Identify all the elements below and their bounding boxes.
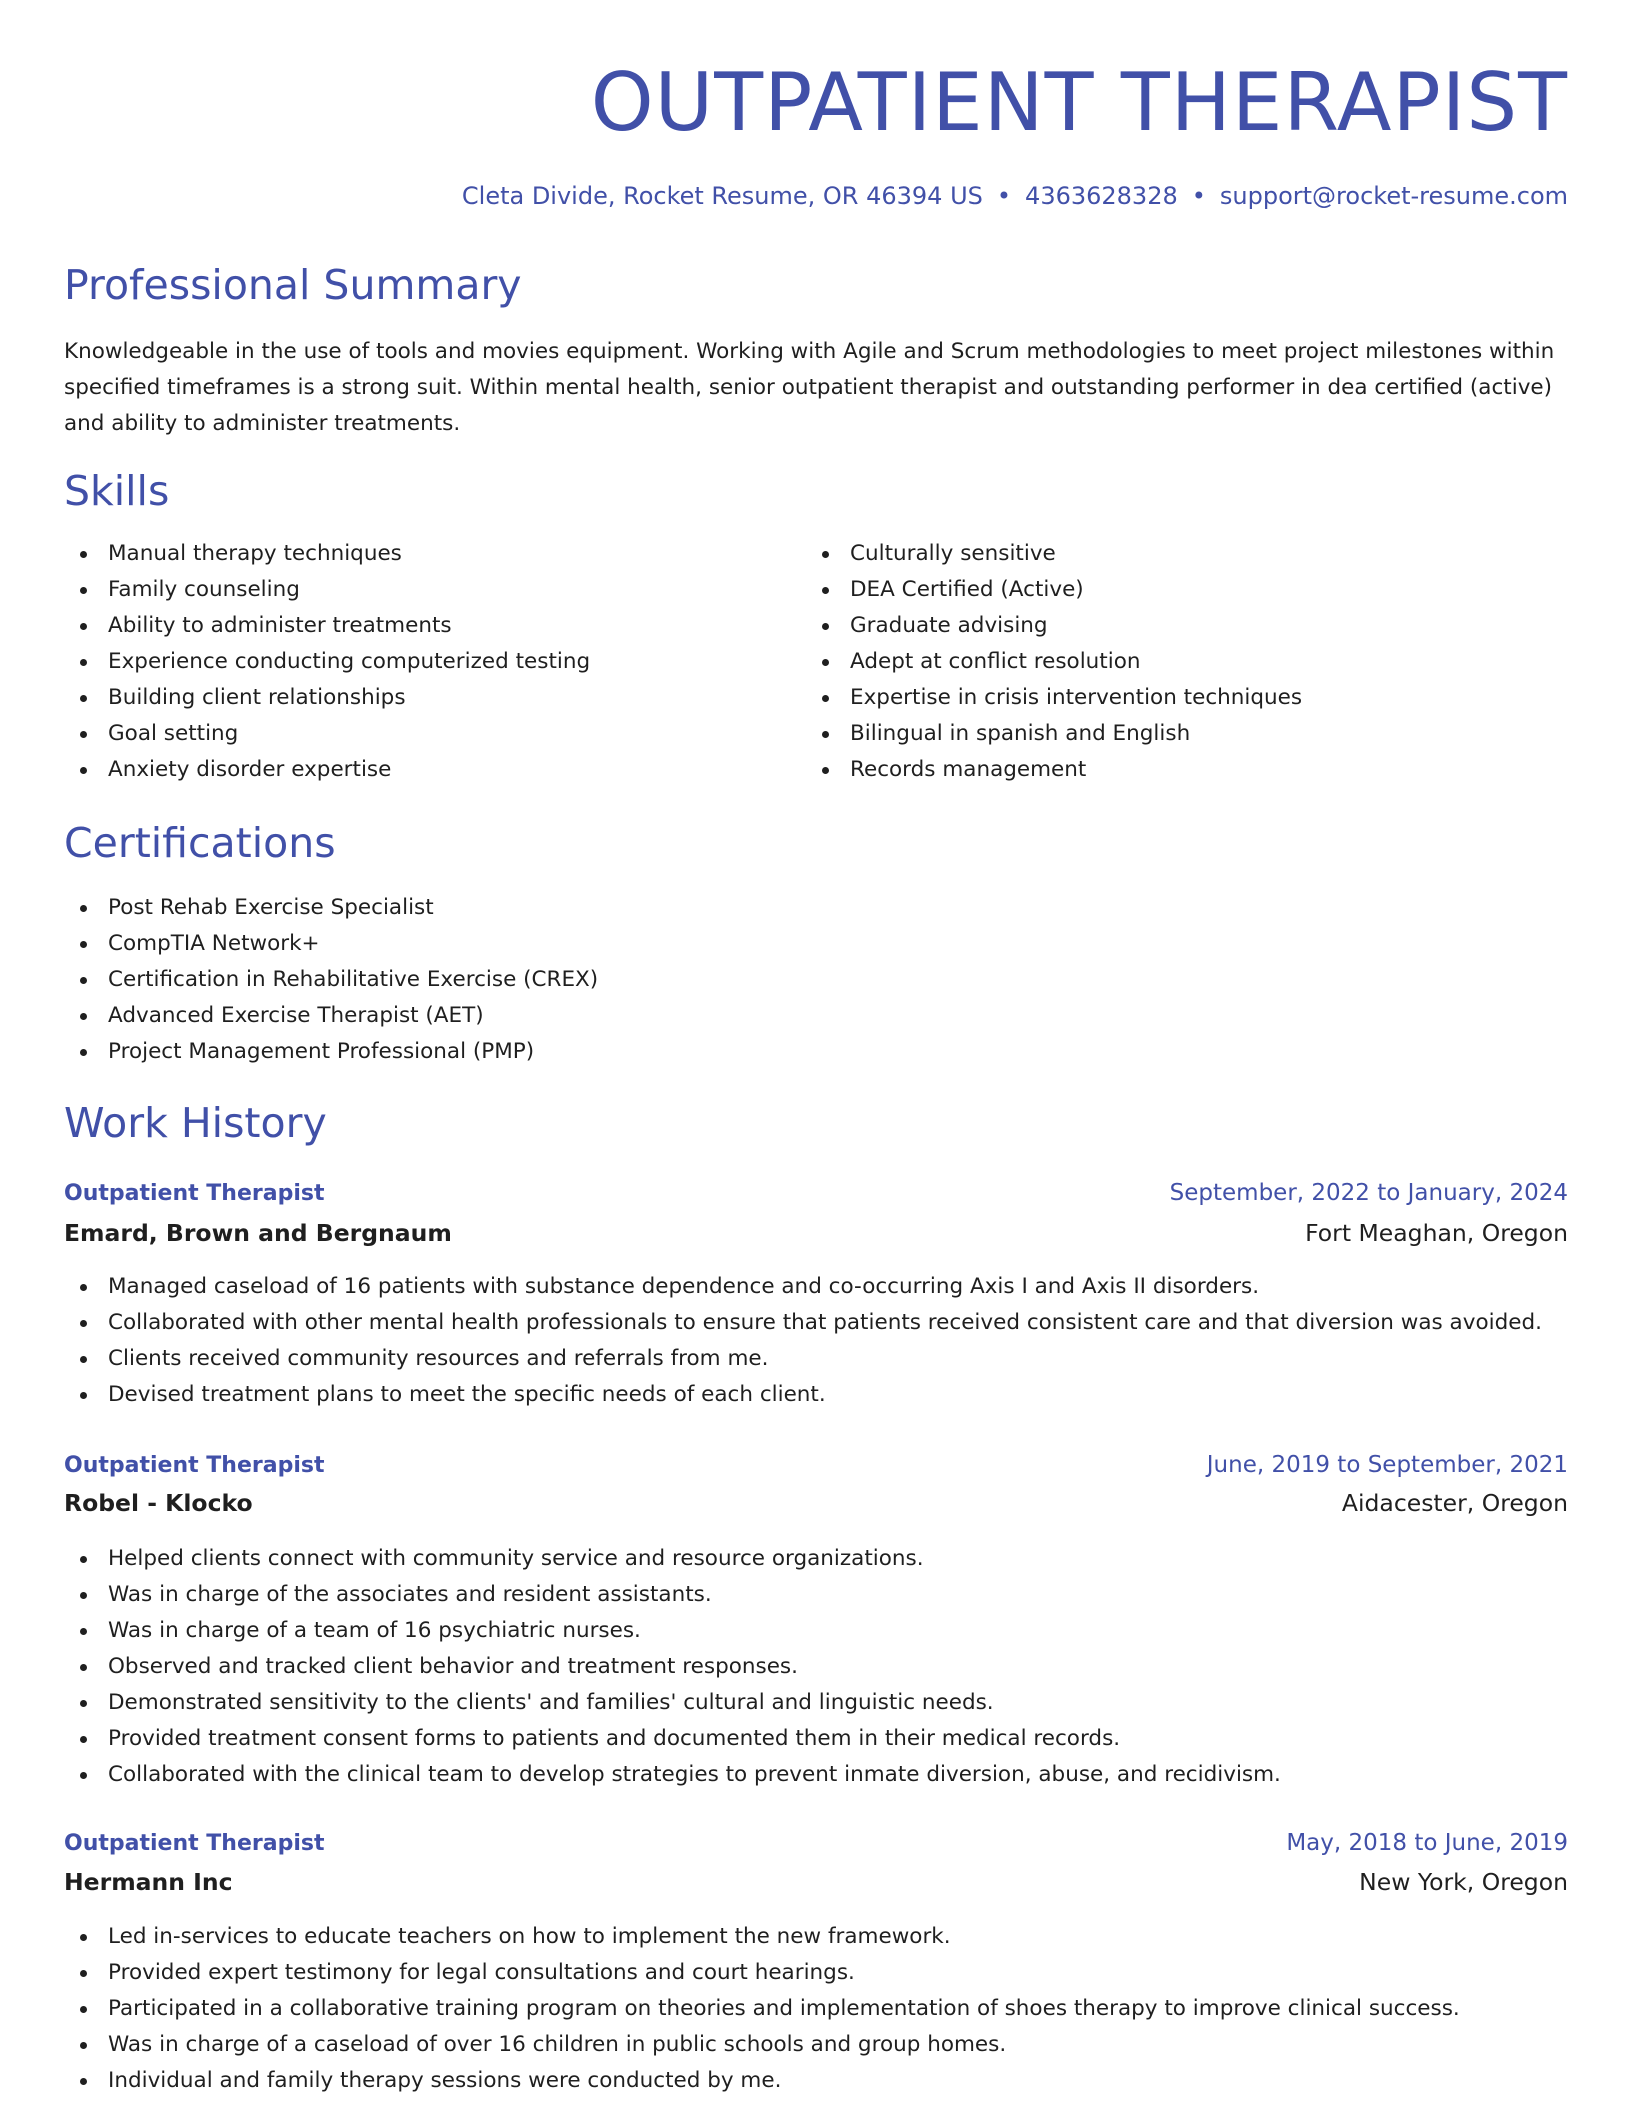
- job-header: [64, 1452, 1568, 1478]
- list-item: Culturally sensitive: [806, 536, 1302, 572]
- list-item: Post Rehab Exercise Specialist: [64, 890, 598, 926]
- job-header: [64, 1180, 1568, 1206]
- job-employer: [64, 1489, 1568, 1517]
- list-item: Collaborated with the clinical team to develop strategies to prevent inmate diversion, abuse, and recidivism.: [64, 1757, 1281, 1793]
- list-item: Was in charge of a team of 16 psychiatric nurses.: [64, 1613, 1281, 1649]
- list-item: Clients received community resources and referrals from me.: [64, 1341, 1542, 1377]
- section-title-skills: Skills: [64, 467, 170, 515]
- list-item: Anxiety disorder expertise: [64, 752, 590, 788]
- job-title: Outpatient Therapist: [64, 1181, 325, 1206]
- list-item: Was in charge of the associates and resident assistants.: [64, 1577, 1281, 1613]
- job-header: [64, 1830, 1568, 1856]
- list-item: Observed and tracked client behavior and treatment responses.: [64, 1649, 1281, 1685]
- job-employer: [64, 1219, 1568, 1247]
- list-item: Bilingual in spanish and English: [806, 716, 1302, 752]
- list-item: Provided treatment consent forms to patients and documented them in their medical records.: [64, 1721, 1281, 1757]
- phone: 4363628328: [1025, 182, 1178, 210]
- page-title: OUTPATIENT THERAPIST: [590, 56, 1568, 149]
- list-item: Expertise in crisis intervention techniques: [806, 680, 1302, 716]
- email-link[interactable]: support@rocket-resume.com: [1219, 182, 1568, 210]
- job-bullets: [64, 1541, 1281, 1793]
- job-dates: September, 2022 to January, 2024: [1169, 1180, 1568, 1206]
- list-item: Collaborated with other mental health professionals to ensure that patients received consistent care and that diversion was avoided.: [64, 1305, 1542, 1341]
- list-item: Goal setting: [64, 716, 590, 752]
- list-item: Led in-services to educate teachers on how to implement the new framework.: [64, 1919, 1460, 1955]
- job-location: Aidacester, Oregon: [1341, 1489, 1568, 1517]
- list-item: Demonstrated sensitivity to the clients' and families' cultural and linguistic needs.: [64, 1685, 1281, 1721]
- company-name: Emard, Brown and Bergnaum: [64, 1219, 452, 1247]
- certifications-list: [64, 890, 598, 1070]
- contact-line: [462, 182, 1568, 210]
- list-item: Experience conducting computerized testing: [64, 644, 590, 680]
- list-item: Managed caseload of 16 patients with substance dependence and co-occurring Axis I and Axis II disorders.: [64, 1269, 1542, 1305]
- separator: •: [996, 182, 1012, 210]
- job-bullets: [64, 1919, 1460, 2099]
- list-item: Ability to administer treatments: [64, 608, 590, 644]
- list-item: Adept at conflict resolution: [806, 644, 1302, 680]
- list-item: Building client relationships: [64, 680, 590, 716]
- job-location: New York, Oregon: [1359, 1868, 1568, 1896]
- section-title-certifications: Certifications: [64, 819, 336, 867]
- list-item: Devised treatment plans to meet the specific needs of each client.: [64, 1377, 1542, 1413]
- list-item: Project Management Professional (PMP): [64, 1034, 598, 1070]
- job-dates: May, 2018 to June, 2019: [1286, 1830, 1568, 1856]
- list-item: Helped clients connect with community service and resource organizations.: [64, 1541, 1281, 1577]
- skills-list-left: [64, 536, 590, 788]
- list-item: Manual therapy techniques: [64, 536, 590, 572]
- list-item: CompTIA Network+: [64, 926, 598, 962]
- job-bullets: [64, 1269, 1542, 1413]
- list-item: Records management: [806, 752, 1302, 788]
- section-title-work-history: Work History: [64, 1099, 327, 1147]
- summary-text: Knowledgeable in the use of tools and movies equipment. Working with Agile and Scrum methodologies to meet project milestones within specified timeframes is a strong suit. Within mental health, senior outpatient therapist and outstanding performer in dea certified (active) and ability to administer treatments.: [64, 339, 1555, 436]
- list-item: Certification in Rehabilitative Exercise (CREX): [64, 962, 598, 998]
- job-title: Outpatient Therapist: [64, 1831, 325, 1856]
- company-name: Hermann Inc: [64, 1868, 233, 1896]
- job-title: Outpatient Therapist: [64, 1453, 325, 1478]
- list-item: DEA Certified (Active): [806, 572, 1302, 608]
- job-location: Fort Meaghan, Oregon: [1305, 1219, 1568, 1247]
- company-name: Robel - Klocko: [64, 1489, 253, 1517]
- section-title-summary: Professional Summary: [64, 261, 522, 309]
- job-employer: [64, 1868, 1568, 1896]
- job-dates: June, 2019 to September, 2021: [1206, 1452, 1568, 1478]
- list-item: Individual and family therapy sessions were conducted by me.: [64, 2063, 1460, 2099]
- list-item: Provided expert testimony for legal consultations and court hearings.: [64, 1955, 1460, 1991]
- separator: •: [1191, 182, 1206, 210]
- list-item: Family counseling: [64, 572, 590, 608]
- list-item: Participated in a collaborative training program on theories and implementation of shoes therapy to improve clinical success.: [64, 1991, 1460, 2027]
- list-item: Was in charge of a caseload of over 16 children in public schools and group homes.: [64, 2027, 1460, 2063]
- list-item: Graduate advising: [806, 608, 1302, 644]
- skills-list-right: [806, 536, 1302, 788]
- address: Cleta Divide, Rocket Resume, OR 46394 US: [461, 182, 983, 210]
- list-item: Advanced Exercise Therapist (AET): [64, 998, 598, 1034]
